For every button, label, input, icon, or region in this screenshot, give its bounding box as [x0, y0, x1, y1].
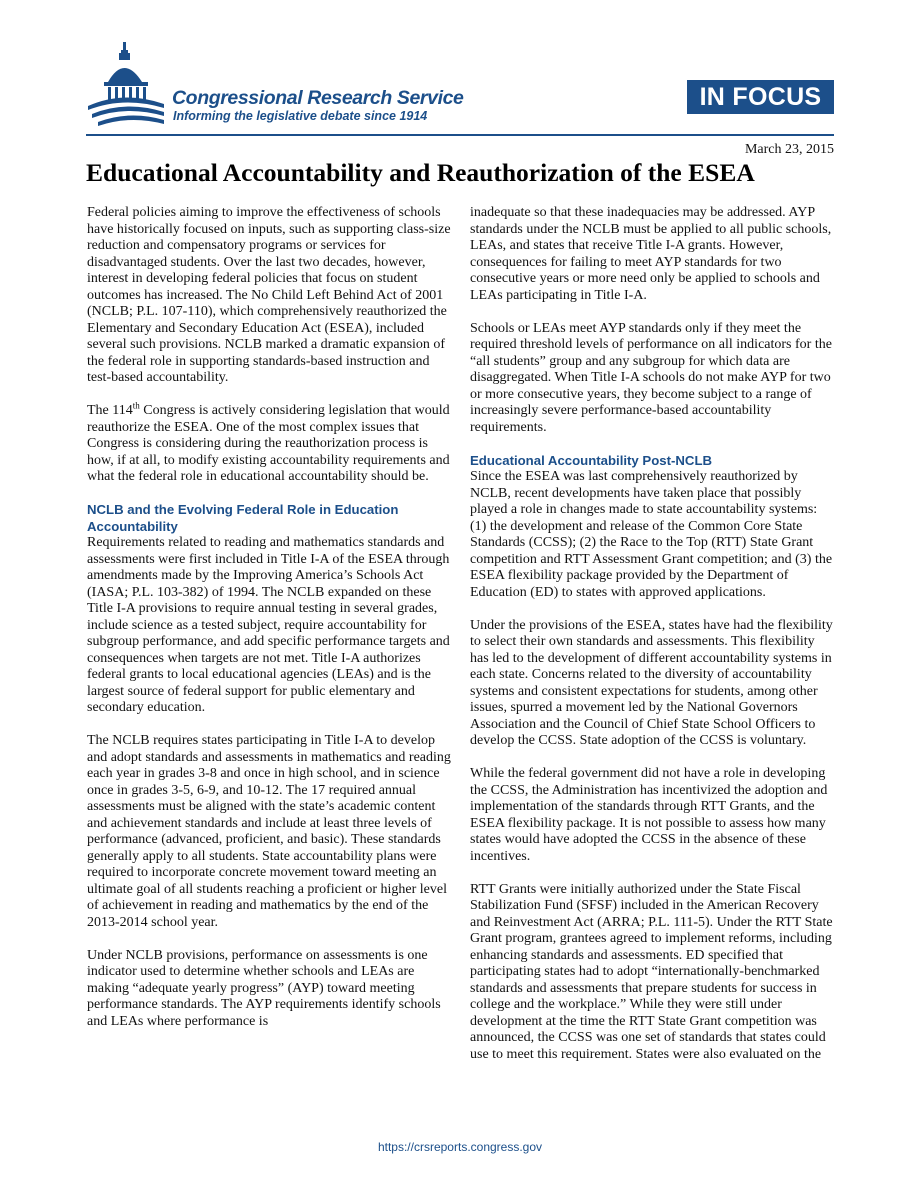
footer-url-link[interactable]: https://crsreports.congress.gov	[377, 1140, 543, 1154]
paragraph: While the federal government did not have a role in developing the CCSS, the Administration has incentivized the adoption and implementation of the standards through RTT Grants, and the ESEA flexibility package. It is not possible to assess how many states would have adopted the CCSS in the absence of these incentives.	[470, 766, 828, 864]
right-column	[470, 205, 834, 1063]
paragraph: Since the ESEA was last comprehensively reauthorized by NCLB, recent developments have taken place that possibly played a role in changes made to state accountability systems: (1) the development and release of the Common Core State Standards (CCSS); (2) the Race to the Top (RTT) State Grant competition and RTT Assessment Grant competition; and (3) the ESEA flexibility package provided by the Department of Education (ED) to states with approved applications.	[470, 469, 833, 600]
in-focus-badge: IN FOCUS	[687, 80, 834, 114]
section-heading: NCLB and the Evolving Federal Role in Education Accountability	[87, 502, 399, 534]
paragraph: Under NCLB provisions, performance on assessments is one indicator used to determine whether schools and LEAs are making “adequate yearly progress” (AYP) toward meeting performance standards. The AYP requirements identify schools and LEAs where performance is	[87, 947, 441, 1029]
paragraph: RTT Grants were initially authorized under the State Fiscal Stabilization Fund (SFSF) included in the American Recovery and Reinvestment Act (ARRA; P.L. 111-5). Under the RTT State Grant program, grantees agreed to implement reforms, including enhancing standards and assessments. ED specified that participating states had to adopt “internationally-benchmarked standards and assessments that prepare students for success in college and the workplace.” While they were still under development at the time the RTT State Grant competition was announced, the CCSS was one set of standards that states could use to meet this requirement. States were also evaluated on the	[470, 881, 833, 1062]
paragraph: Schools or LEAs meet AYP standards only if they meet the required threshold levels of performance on all indicators for the “all students” group and any subgroup for which data are disaggregated. When Title I-A schools do not make AYP for two or more consecutive years, they become subject to a range of increasingly severe performance-based accountability requirements.	[470, 320, 832, 435]
paragraph: Requirements related to reading and mathematics standards and assessments were first included in Title I-A of the ESEA through amendments made by the Improving America’s Schools Act (IASA; P.L. 103-382) of 1994. The NCLB expanded on these Title I-A provisions to require annual testing in several grades, include science as a tested subject, require accountability for subgroup performance, and add specific performance targets and consequences when targets are not met. Title I-A authorizes federal grants to local educational agencies (LEAs) and is the largest source of federal support for public elementary and secondary education.	[87, 535, 450, 715]
paragraph: Federal policies aiming to improve the effectiveness of schools have historically focused on inputs, such as supporting class-size reduction and compensatory programs or services for disadvantaged students. Over the last two decades, however, interest in developing federal policies that focus on student outcomes has increased. The No Child Left Behind Act of 2001 (NCLB; P.L. 107-110), which comprehensively reauthorized the Elementary and Secondary Education Act (ESEA), included several such provisions. NCLB marked a dramatic expansion of the federal role in supporting standards-based instruction and test-based accountability.	[87, 205, 451, 385]
left-column	[87, 205, 451, 1030]
capitol-dome-logo	[86, 40, 170, 130]
ordinal-superscript: th	[132, 400, 140, 411]
paragraph: Under the provisions of the ESEA, states have had the flexibility to select their own standards and assessments. This flexibility has led to the development of different accountability systems in each state. Concerns related to the diversity of accountability systems and consistent expectations for students, among other issues, spurred a movement led by the National Governors Association and the Council of Chief State School Officers to develop the CCSS. State adoption of the CCSS is voluntary.	[470, 617, 833, 748]
paragraph: The 114th Congress is actively considering legislation that would reauthorize the ESEA. One of the most complex issues that Congress is considering during the reauthorization process is how, if at all, to modify existing accountability requirements and what the federal role in educational accountability should be.	[87, 400, 450, 484]
section-heading: Educational Accountability Post-NCLB	[470, 452, 713, 468]
org-tagline: Informing the legislative debate since 1914	[173, 109, 428, 123]
org-name: Congressional Research Service	[172, 87, 464, 109]
page-title: Educational Accountability and Reauthorization of the ESEA	[86, 158, 755, 187]
header-rule	[86, 134, 834, 136]
publication-date: March 23, 2015	[744, 142, 834, 157]
paragraph: The NCLB requires states participating in Title I-A to develop and adopt standards and assessments in mathematics and reading each year in grades 3-8 and once in high school, and in science once in grades 3-5, 6-9, and 10-12. The 17 required annual assessments must be aligned with the state’s academic content and achievement standards and include at least three levels of performance (advanced, proficient, and basic). These standards generally apply to all students. State accountability plans were required to incorporate concrete movement toward meeting an ultimate goal of all students reaching a proficient or higher level of achievement in reading and mathematics by the end of the 2013-2014 school year.	[87, 733, 451, 930]
paragraph: inadequate so that these inadequacies may be addressed. AYP standards under the NCLB must be applied to all public schools, LEAs, and states that receive Title I-A grants. However, consequences for failing to meet AYP standards for two consecutive years or more need only be applied to schools and LEAs participating in Title I-A.	[470, 205, 832, 303]
